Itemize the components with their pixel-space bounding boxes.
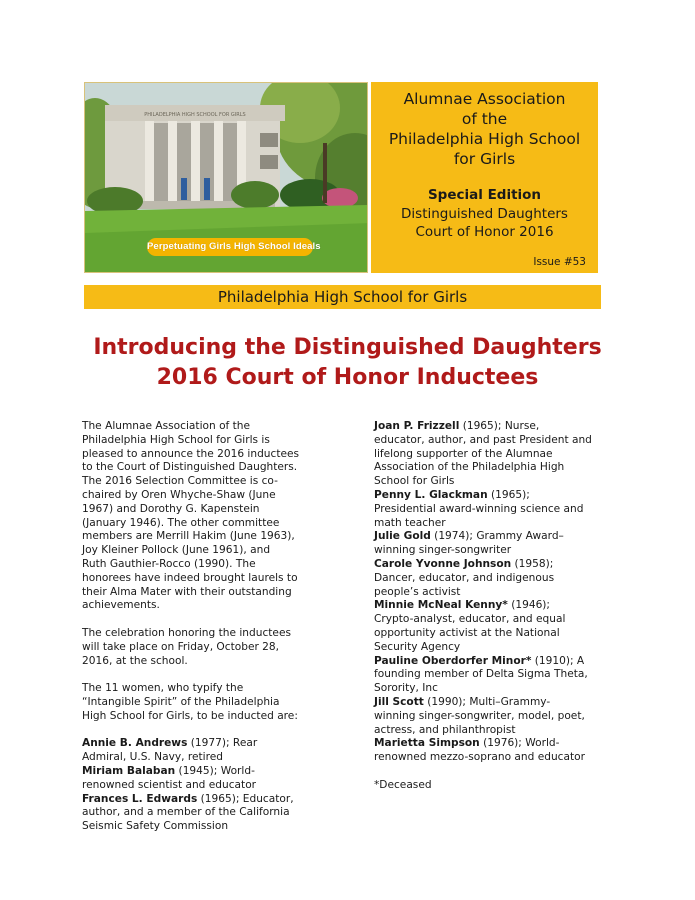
text-line: chaired by Oren Whyche-Shaw (June <box>82 488 276 501</box>
edition-subtitle-line: Distinguished Daughters <box>401 206 568 222</box>
inductee-name: Marietta Simpson <box>374 737 480 750</box>
inductee-detail: Dancer, educator, and indigenous <box>374 571 555 584</box>
newsletter-title-box <box>371 82 598 273</box>
inductee-detail: (1976); World- <box>479 737 560 750</box>
edition-subtitle-line: Court of Honor 2016 <box>415 224 554 240</box>
inductee-detail: math teacher <box>374 516 446 529</box>
inductee-name: Jill Scott <box>374 695 424 708</box>
inductee-detail: Sorority, Inc <box>374 682 438 695</box>
page-headline <box>0 333 695 393</box>
edition-subtitle <box>371 205 598 241</box>
inductee-detail: winning singer-songwriter, model, poet, <box>374 709 585 722</box>
left-column <box>82 420 322 834</box>
inductee-name: Annie B. Andrews <box>82 737 188 750</box>
inductee-entry <box>374 737 614 765</box>
text-line: (January 1946). The other committee <box>82 516 280 529</box>
inductee-detail: (1965); <box>487 488 530 501</box>
inductee-name: Pauline Oberdorfer Minor* <box>374 654 532 667</box>
inductee-detail: (1946); <box>507 599 551 612</box>
inductee-detail: lifelong supporter of the Alumnae <box>374 447 553 460</box>
inductee-detail: (1965); Educator, <box>197 792 294 805</box>
inductee-detail: founding member of Delta Sigma Theta, <box>374 668 588 681</box>
school-banner: Philadelphia High School for Girls <box>84 285 601 309</box>
text-line: The 2016 Selection Committee is co- <box>82 475 278 488</box>
inductee-detail: author, and a member of the California <box>82 806 290 819</box>
celebration-paragraph <box>82 627 322 668</box>
inductee-detail: educator, author, and past President and <box>374 433 592 446</box>
inductee-entry <box>374 558 614 599</box>
intro-paragraph <box>82 420 322 613</box>
inductee-detail: (1910); A <box>531 654 585 667</box>
text-line: to the Court of Distinguished Daughters. <box>82 461 298 474</box>
inductee-detail: Seismic Safety Commission <box>82 820 229 833</box>
text-line: honorees have indeed brought laurels to <box>82 571 298 584</box>
inductee-name: Frances L. Edwards <box>82 792 198 805</box>
inductee-detail: winning singer-songwriter <box>374 544 512 557</box>
text-line: their Alma Mater with their outstanding <box>82 585 292 598</box>
inductee-entry <box>374 530 614 558</box>
inductee-detail: Association of the Philadelphia High <box>374 461 565 474</box>
inductee-detail: Crypto-analyst, educator, and equal <box>374 613 566 626</box>
text-line: 2016, at the school. <box>82 654 188 667</box>
headline-line: 2016 Court of Honor Inductees <box>156 365 539 390</box>
inductee-detail: opportunity activist at the National <box>374 626 560 639</box>
inductee-detail: renowned mezzo-soprano and educator <box>374 751 585 764</box>
text-line: The Alumnae Association of the <box>82 420 251 432</box>
text-line: The 11 women, who typify the <box>82 682 244 695</box>
inductee-entry <box>374 655 614 696</box>
association-name <box>371 89 598 169</box>
special-edition-label: Special Edition <box>427 187 542 203</box>
inductee-name: Joan P. Frizzell <box>374 420 460 432</box>
inductee-entry <box>374 420 614 489</box>
association-line: Philadelphia High School <box>388 130 581 148</box>
inductees-intro-paragraph <box>82 682 322 723</box>
inductee-name: Carole Yvonne Johnson <box>374 557 512 570</box>
inductee-detail: (1977); Rear <box>187 737 258 750</box>
inductee-entry <box>82 793 322 834</box>
inductee-detail: Presidential award-winning science and <box>374 502 584 515</box>
inductee-detail: actress, and philanthropist <box>374 723 516 736</box>
inductee-entry <box>374 696 614 737</box>
inductee-detail: (1945); World- <box>175 764 255 777</box>
text-line: 1967) and Dorothy G. Kapenstein <box>82 502 260 515</box>
text-line: pleased to announce the 2016 inductees <box>82 447 300 460</box>
inductee-entry <box>82 737 322 765</box>
text-line: Philadelphia High School for Girls is <box>82 433 270 446</box>
inductee-detail: (1958); <box>511 557 554 570</box>
inductee-entry <box>82 765 322 793</box>
inductee-name: Penny L. Glackman <box>374 488 488 501</box>
inductee-detail: (1990); Multi–Grammy- <box>423 695 551 708</box>
inductee-name: Miriam Balaban <box>82 764 176 777</box>
inductee-detail: renowned scientist and educator <box>82 778 257 791</box>
text-line: achievements. <box>82 599 160 612</box>
text-line: Joy Kleiner Pollock (June 1961), and <box>82 544 271 557</box>
inductee-name: Minnie McNeal Kenny* <box>374 599 508 612</box>
text-line: members are Merrill Hakim (June 1963), <box>82 530 295 543</box>
inductee-entry <box>374 599 614 654</box>
issue-number: Issue #53 <box>533 256 586 268</box>
photo-caption: Perpetuating Girls High School Ideals <box>147 238 313 256</box>
text-line: will take place on Friday, October 28, <box>82 640 280 653</box>
association-line: of the <box>461 110 508 128</box>
inductee-detail: (1974); Grammy Award– <box>430 530 564 543</box>
headline-line: Introducing the Distinguished Daughters <box>93 335 602 360</box>
inductee-detail: Security Agency <box>374 640 461 653</box>
inductee-detail: Admiral, U.S. Navy, retired <box>82 751 223 764</box>
inductee-detail: people’s activist <box>374 585 461 598</box>
text-line: Ruth Gauthier-Rocco (1990). The <box>82 557 256 570</box>
right-column <box>374 420 614 793</box>
association-line: Alumnae Association <box>403 90 566 108</box>
inductee-entry <box>374 489 614 530</box>
building-sign: PHILADELPHIA HIGH SCHOOL FOR GIRLS <box>144 112 246 118</box>
text-line: High School for Girls, to be inducted are: <box>82 709 298 722</box>
inductee-detail: (1965); Nurse, <box>459 420 540 432</box>
deceased-footnote: *Deceased <box>374 778 432 791</box>
school-photo <box>84 82 368 273</box>
inductee-name: Julie Gold <box>374 530 431 543</box>
inductee-detail: School for Girls <box>374 475 455 488</box>
text-line: The celebration honoring the inductees <box>82 626 291 639</box>
text-line: “Intangible Spirit” of the Philadelphia <box>82 695 280 708</box>
association-line: for Girls <box>453 150 516 168</box>
